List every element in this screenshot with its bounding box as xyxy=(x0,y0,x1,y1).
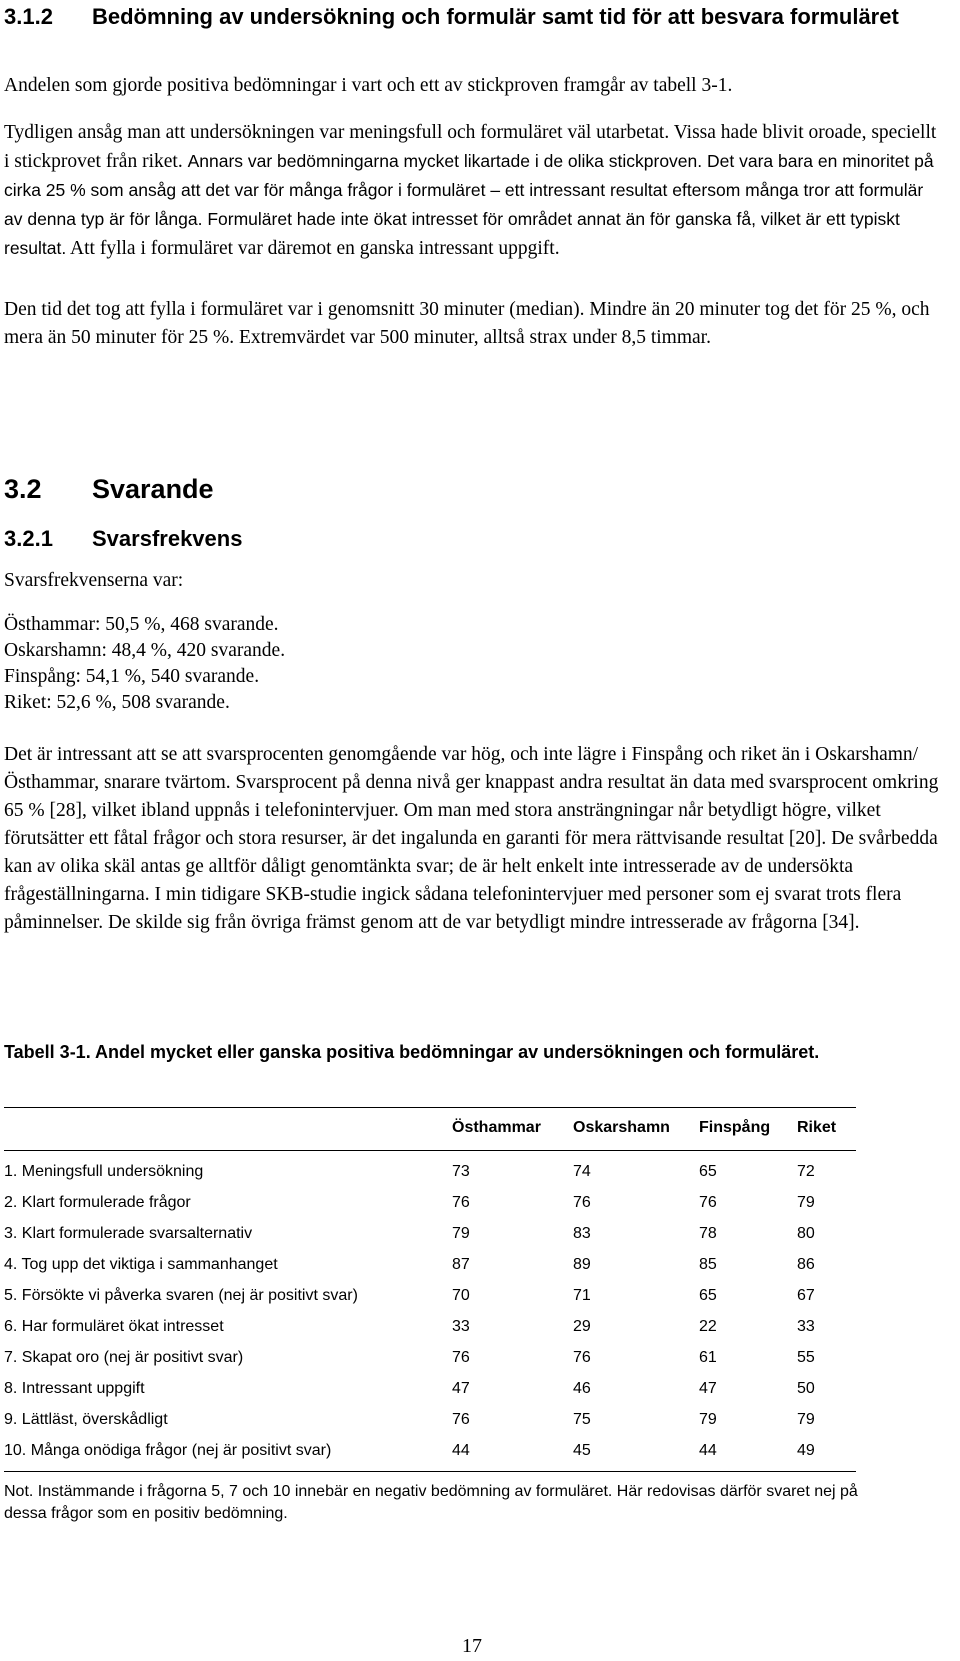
table-cell: 50 xyxy=(797,1380,815,1397)
table-row xyxy=(4,1314,856,1345)
table-cell: 67 xyxy=(797,1287,815,1304)
table-row xyxy=(4,1252,856,1283)
table-header-row xyxy=(4,1119,856,1143)
table-cell: 87 xyxy=(452,1256,470,1273)
table-cell: 29 xyxy=(573,1318,591,1335)
column-header: Finspång xyxy=(699,1119,771,1136)
table-cell: 47 xyxy=(699,1380,717,1397)
list-item: Riket: 52,6 %, 508 svarande. xyxy=(4,692,230,713)
table-cell: 71 xyxy=(573,1287,591,1304)
section-number: 3.2.1 xyxy=(4,526,53,551)
table-cell: 46 xyxy=(573,1380,591,1397)
table-cell: 73 xyxy=(452,1163,470,1180)
row-label: 9. Lättläst, överskådligt xyxy=(4,1411,168,1428)
paragraph-time: Den tid det tog att fylla i formuläret var i genomsnitt 30 minuter (median). Mindre än 20 minuter tog det för 25 %, och mera än 50 minuter för 25 %. Extremvärdet var 500 minuter, alltså strax under 8,5 timmar. xyxy=(4,299,930,348)
list-item: Finspång: 54,1 %, 540 svarande. xyxy=(4,666,260,687)
table-cell: 72 xyxy=(797,1163,815,1180)
table-note: Not. Instämmande i frågorna 5, 7 och 10 innebär en negativ bedömning av formuläret. Här redovisas därför svaret nej på dessa frågor som en positiv bedömning. xyxy=(4,1483,858,1522)
row-label: 5. Försökte vi påverka svaren (nej är positivt svar) xyxy=(4,1287,358,1304)
table-cell: 55 xyxy=(797,1349,815,1366)
table-cell: 86 xyxy=(797,1256,815,1273)
table-caption: Tabell 3-1. Andel mycket eller ganska positiva bedömningar av undersökningen och formuläret. xyxy=(4,1042,820,1062)
table-rule-top xyxy=(4,1107,856,1108)
section-title: Bedömning av undersökning och formulär samt tid för att besvara formuläret xyxy=(92,4,899,29)
response-rate-list xyxy=(4,612,285,716)
page-number: 17 xyxy=(462,1635,482,1657)
table-row xyxy=(4,1376,856,1407)
table-cell: 76 xyxy=(573,1349,591,1366)
row-label: 2. Klart formulerade frågor xyxy=(4,1194,191,1211)
table-cell: 65 xyxy=(699,1163,717,1180)
paragraph-assessment-part2: Annars var bedömningarna mycket likartade i de olika stickproven. Det vara bara en minoritet på cirka 25 % som ansåg att det var för många frågor i formuläret – ett intressant resultat eftersom många tror att formulär av denna typ är för långa. Formuläret hade inte ökat intresset för området annat än för ganska få, vilket är ett typiskt resultat. xyxy=(4,151,934,258)
table-cell: 44 xyxy=(699,1442,717,1459)
table-cell: 76 xyxy=(452,1411,470,1428)
table-row xyxy=(4,1190,856,1221)
section-number: 3.1.2 xyxy=(4,4,53,29)
table-cell: 65 xyxy=(699,1287,717,1304)
table-cell: 44 xyxy=(452,1442,470,1459)
table-cell: 76 xyxy=(699,1194,717,1211)
row-label: 8. Intressant uppgift xyxy=(4,1380,145,1397)
table-rule-header xyxy=(4,1150,856,1151)
column-header: Oskarshamn xyxy=(573,1119,670,1136)
column-header: Östhammar xyxy=(452,1119,541,1136)
paragraph-response-intro: Svarsfrekvenserna var: xyxy=(4,570,184,591)
table-cell: 76 xyxy=(452,1349,470,1366)
table-rule-bottom xyxy=(4,1471,856,1472)
table-row xyxy=(4,1159,856,1190)
list-item: Oskarshamn: 48,4 %, 420 svarande. xyxy=(4,640,286,661)
table-cell: 74 xyxy=(573,1163,591,1180)
paragraph-assessment xyxy=(4,119,944,263)
table-row xyxy=(4,1407,856,1438)
table-cell: 83 xyxy=(573,1225,591,1242)
table-cell: 80 xyxy=(797,1225,815,1242)
table-body xyxy=(4,1159,856,1469)
list-item: Östhammar: 50,5 %, 468 svarande. xyxy=(4,614,279,635)
paragraph-assessment-part3: Att fylla i formuläret var däremot en ganska intressant uppgift. xyxy=(66,238,560,259)
table-cell: 78 xyxy=(699,1225,717,1242)
row-label: 10. Många onödiga frågor (nej är positivt svar) xyxy=(4,1442,332,1459)
row-label: 7. Skapat oro (nej är positivt svar) xyxy=(4,1349,244,1366)
table-cell: 79 xyxy=(797,1411,815,1428)
table-cell: 22 xyxy=(699,1318,717,1335)
paragraph-discussion: Det är intressant att se att svarsprocenten genomgående var hög, och inte lägre i Finspång och riket än i Oskarshamn/Östhammar, snarare tvärtom. Svarsprocent på denna nivå ger knappast andra resultat än data med svarsprocent omkring 65 % [28], vilket ibland uppnås i telefonintervjuer. Om man med stora ansträngningar når betydligt högre, vilket förutsätter ett fåtal frågor och stora resurser, är det ingalunda en garanti för mera rättvisande resultat [20]. De svårbedda kan av olika skäl antas ge alltför dåligt genomtänkta svar; de är helt enkelt inte intresserade av de undersökta frågeställningarna. I min tidigare SKB-studie ingick sådana telefonintervjuer med personer som ej svarat trots flera påminnelser. De skilde sig från övriga främst genom att de var betydligt mindre intresserade av frågorna [34]. xyxy=(4,744,939,933)
table-cell: 76 xyxy=(573,1194,591,1211)
table-row xyxy=(4,1221,856,1252)
section-heading-3-2 xyxy=(4,472,214,506)
table-cell: 75 xyxy=(573,1411,591,1428)
section-number: 3.2 xyxy=(4,474,42,504)
table-cell: 79 xyxy=(452,1225,470,1242)
table-row xyxy=(4,1283,856,1314)
table-row xyxy=(4,1438,856,1469)
table-cell: 61 xyxy=(699,1349,717,1366)
row-label: 6. Har formuläret ökat intresset xyxy=(4,1318,224,1335)
paragraph-intro: Andelen som gjorde positiva bedömningar i vart och ett av stickproven framgår av tabell 3-1. xyxy=(4,75,733,96)
row-label: 3. Klart formulerade svarsalternativ xyxy=(4,1225,253,1242)
table-cell: 79 xyxy=(797,1194,815,1211)
table-cell: 70 xyxy=(452,1287,470,1304)
paragraph-assessment-part1: Tydligen ansåg man att undersökningen var meningsfull och formuläret väl utarbetat. Vissa hade blivit oroade, speciellt i stickprovet från riket. xyxy=(4,122,937,172)
section-title: Svarande xyxy=(92,474,214,504)
row-label: 1. Meningsfull undersökning xyxy=(4,1163,204,1180)
table-cell: 89 xyxy=(573,1256,591,1273)
table-cell: 85 xyxy=(699,1256,717,1273)
table-cell: 79 xyxy=(699,1411,717,1428)
table-cell: 45 xyxy=(573,1442,591,1459)
table-cell: 49 xyxy=(797,1442,815,1459)
section-heading-3-2-1 xyxy=(4,524,242,553)
table-row xyxy=(4,1345,856,1376)
section-heading-3-1-2 xyxy=(4,2,904,31)
table-cell: 76 xyxy=(452,1194,470,1211)
table-cell: 47 xyxy=(452,1380,470,1397)
column-header: Riket xyxy=(797,1119,837,1136)
table-cell: 33 xyxy=(797,1318,815,1335)
row-label: 4. Tog upp det viktiga i sammanhanget xyxy=(4,1256,278,1273)
section-title: Svarsfrekvens xyxy=(92,526,243,551)
table-cell: 33 xyxy=(452,1318,470,1335)
